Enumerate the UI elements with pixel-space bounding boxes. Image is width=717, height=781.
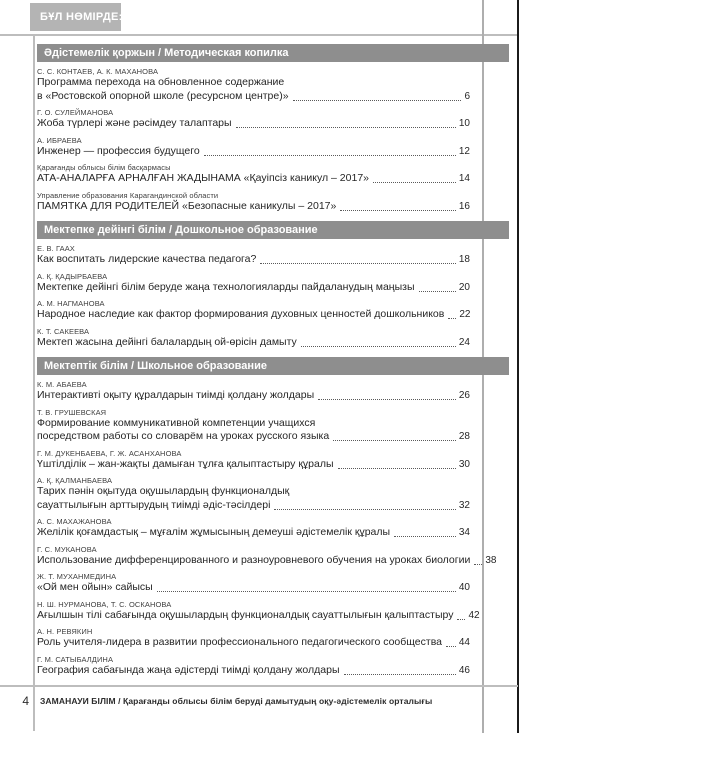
entry-title-text: АТА-АНАЛАРҒА АРНАЛҒАН ЖАДЫНАМА «Қауіпсіз каникул – 2017» xyxy=(37,172,370,184)
entry-page-number: 26 xyxy=(458,390,470,401)
entry-page-number: 40 xyxy=(458,582,470,593)
toc-entry xyxy=(37,544,497,568)
entry-title-line xyxy=(37,608,480,623)
toc-entry xyxy=(37,517,470,540)
entry-title-line: Программа перехода на обновленное содержание xyxy=(37,76,285,88)
entry-title-text: ПАМЯТКА ДЛЯ РОДИТЕЛЕЙ «Безопасные каникулы – 2017» xyxy=(37,199,337,212)
toc-entry xyxy=(37,108,470,131)
page-edge-line xyxy=(517,0,519,733)
dot-leader xyxy=(457,619,465,620)
entry-title-text: Жоба түрлері және рәсімдеу талаптары xyxy=(37,117,232,129)
toc-entry xyxy=(37,191,470,214)
dot-leader xyxy=(293,100,462,101)
dot-leader xyxy=(340,210,456,211)
entry-author: А. Қ. ҚАЛМАНБАЕВА xyxy=(37,476,113,485)
entry-title-line xyxy=(37,308,470,322)
entry-title-line xyxy=(37,458,470,472)
section-header-bar: Әдістемелік қоржын / Методическая копилка xyxy=(37,44,509,62)
entry-title-line: Тарих пәнін оқытуда оқушылардың функционалдық xyxy=(37,485,290,497)
entry-title-text: Народное наследие как фактор формирования духовных ценностей дошкольников xyxy=(37,308,445,320)
toc-entry xyxy=(37,272,470,295)
entry-page-number: 34 xyxy=(458,527,470,538)
entry-page-number: 24 xyxy=(458,336,470,348)
entry-title-text: География сабағында жаңа әдістерді тиімді қолдану жолдары xyxy=(37,663,340,676)
entry-title-text: посредством работы со словарём на уроках русского языка xyxy=(37,430,330,442)
entry-title-line xyxy=(37,336,470,350)
toc-entry xyxy=(37,299,470,322)
footer-page-number: 4 xyxy=(22,694,29,708)
dot-leader xyxy=(394,536,456,537)
entry-title-line xyxy=(37,430,470,444)
entry-title-text: Ағылшын тілі сабағында оқушылардың функционалдық сауаттылығын қалыптастыру xyxy=(37,608,454,621)
entry-title-line xyxy=(37,389,470,403)
entry-title-text: Үштілділік – жан-жақты дамыған тұлға қалыптастыру құралы xyxy=(37,457,334,470)
entry-title-line xyxy=(37,664,470,678)
entry-author: Қарағанды облысы білім басқармасы xyxy=(37,163,171,172)
entry-page-number: 22 xyxy=(459,309,471,320)
dot-leader xyxy=(318,399,456,400)
left-margin-rule xyxy=(33,34,35,731)
entry-title-text: Как воспитать лидерские качества педагога? xyxy=(37,253,257,265)
entry-page-number: 16 xyxy=(458,200,470,212)
entry-title-line xyxy=(37,90,470,104)
entry-title-text: Инженер — профессия будущего xyxy=(37,144,200,157)
dot-leader xyxy=(157,591,456,592)
entry-title-line xyxy=(37,281,470,295)
toc-entry xyxy=(37,67,470,103)
entry-author: Г. С. МУКАНОВА xyxy=(37,544,97,554)
entry-author: Управление образования Карагандинской области xyxy=(37,190,219,200)
entry-page-number: 12 xyxy=(458,145,470,157)
toc-entry xyxy=(37,655,470,678)
entry-title-text: Мектепке дейінгі білім беруде жаңа технологияларды пайдаланудың маңызы xyxy=(37,280,415,293)
entry-title-line xyxy=(37,172,470,186)
entry-title-line xyxy=(37,117,470,131)
toc-sections xyxy=(37,40,497,677)
entry-author: Г. О. СУЛЕЙМАНОВА xyxy=(37,108,114,117)
entry-author: А. ИБРАЕВА xyxy=(37,135,82,145)
entry-title-text: Интерактивті оқыту құралдарын тиімді қолдану жолдары xyxy=(37,389,315,401)
entry-author: А. Қ. ҚАДЫРБАЕВА xyxy=(37,271,108,281)
dot-leader xyxy=(301,346,456,347)
entry-title-text: Использование дифференцированного и разноуровневого обучения на уроках биологии xyxy=(37,553,471,566)
entry-page-number: 28 xyxy=(458,431,470,442)
entry-author: Ж. Т. МУХАНМЕДИНА xyxy=(37,572,117,581)
entry-author: А. С. МАХАЖАНОВА xyxy=(37,517,112,526)
top-rule xyxy=(0,34,518,36)
entry-page-number: 20 xyxy=(458,281,470,293)
toc-entry xyxy=(37,327,470,350)
entry-page-number: 6 xyxy=(464,90,470,102)
entry-title-text: в «Ростовской опорной школе (ресурсном центре)» xyxy=(37,89,289,102)
entry-title-line: Формирование коммуникативной компетенции учащихся xyxy=(37,416,316,429)
toc-entry xyxy=(37,408,470,444)
entry-page-number: 38 xyxy=(485,554,497,566)
dot-leader xyxy=(446,646,456,647)
entry-title-text: Роль учителя-лидера в развитии профессионального педагогического сообщества xyxy=(37,636,442,648)
entry-page-number: 44 xyxy=(458,637,470,648)
dot-leader xyxy=(474,564,482,565)
dot-leader xyxy=(333,440,456,441)
dot-leader xyxy=(419,291,456,292)
issue-header-label: БҰЛ НӨМІРДЕ: xyxy=(30,3,121,31)
entry-author: А. М. НАГМАНОВА xyxy=(37,299,105,308)
entry-page-number: 42 xyxy=(468,609,480,621)
section-header-bar: Мектепке дейінгі білім / Дошкольное образование xyxy=(37,221,509,239)
entry-author: Г. М. ДУКЕНБАЕВА, Г. Ж. АСАНХАНОВА xyxy=(37,448,182,458)
dot-leader xyxy=(260,263,456,264)
toc-entry xyxy=(37,572,470,595)
entry-author: Г. М. САТЫБАЛДИНА xyxy=(37,654,114,664)
toc-entry xyxy=(37,627,470,650)
dot-leader xyxy=(338,468,456,469)
entry-page-number: 46 xyxy=(458,664,470,676)
dot-leader xyxy=(373,182,456,183)
entry-page-number: 18 xyxy=(458,254,470,265)
entry-author: Е. В. ГААХ xyxy=(37,244,75,253)
entry-page-number: 14 xyxy=(458,173,470,184)
entry-title-line xyxy=(37,636,470,650)
dot-leader xyxy=(236,127,456,128)
dot-leader xyxy=(274,509,455,510)
entry-title-text: Желілік қоғамдастық – мұғалім жұмысының демеуші әдістемелік құралы xyxy=(37,526,391,538)
entry-title-text: Мектеп жасына дейінгі балалардың ой-өрісін дамыту xyxy=(37,335,297,348)
entry-title-text: сауаттылығын арттырудың тиімді әдіс-тәсілдері xyxy=(37,498,271,511)
toc-entry xyxy=(37,163,470,186)
entry-author: А. Н. РЕВЯКИН xyxy=(37,627,93,636)
entry-page-number: 30 xyxy=(458,458,470,470)
footer-rule xyxy=(0,685,518,687)
section-header-bar: Мектептік білім / Школьное образование xyxy=(37,357,509,375)
toc-entry xyxy=(37,449,470,472)
entry-title-text: «Ой мен ойын» сайысы xyxy=(37,581,153,593)
entry-title-line xyxy=(37,553,497,568)
dot-leader xyxy=(344,674,456,675)
toc-entry xyxy=(37,244,470,267)
entry-title-line xyxy=(37,581,470,595)
entry-author: Н. Ш. НУРМАНОВА, Т. С. ОСКАНОВА xyxy=(37,599,172,609)
entry-page-number: 32 xyxy=(458,499,470,511)
entry-title-line xyxy=(37,526,470,540)
dot-leader xyxy=(204,155,456,156)
entry-author: К. Т. САКЕЕВА xyxy=(37,326,90,336)
entry-title-line xyxy=(37,499,470,513)
entry-author: Т. В. ГРУШЕВСКАЯ xyxy=(37,407,107,417)
dot-leader xyxy=(448,318,456,319)
entry-author: К. М. АБАЕВА xyxy=(37,380,87,389)
entry-title-line xyxy=(37,253,470,267)
entry-page-number: 10 xyxy=(458,118,470,129)
toc-entry xyxy=(37,599,480,623)
entry-title-line xyxy=(37,145,470,159)
entry-title-line xyxy=(37,200,470,214)
toc-entry xyxy=(37,380,470,403)
entry-author: С. С. КОНТАЕВ, А. К. МАХАНОВА xyxy=(37,67,159,76)
toc-entry xyxy=(37,136,470,159)
toc-entry xyxy=(37,476,470,512)
footer-journal-text: ЗАМАНАУИ БІЛІМ / Қарағанды облысы білім беруді дамытудың оқу-әдістемелік орталығы xyxy=(40,696,433,706)
